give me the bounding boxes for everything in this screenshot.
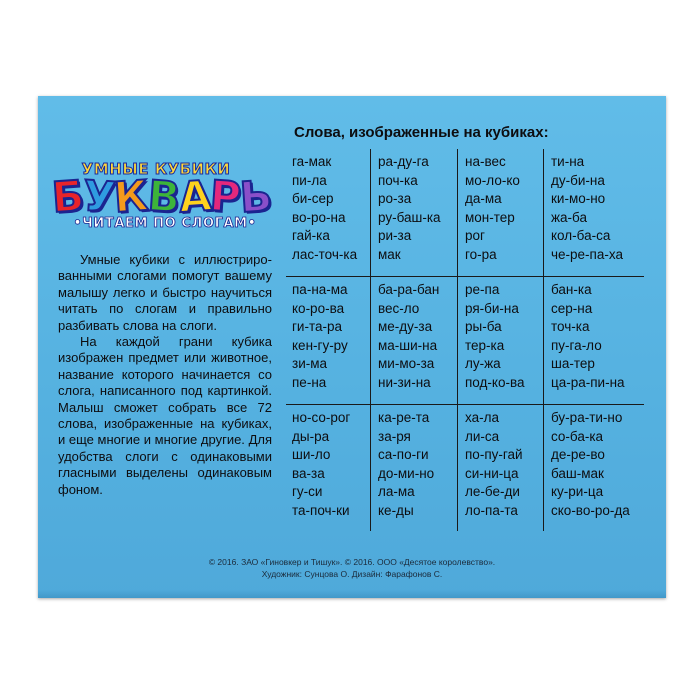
word: са-по-ги: [378, 447, 429, 463]
word: ле-бе-ди: [465, 484, 520, 500]
word: гу-си: [292, 484, 323, 500]
logo-letter: Ь: [238, 170, 274, 223]
copyright-line: © 2016. ЗАО «Гиновкер и Тишук». © 2016. ООО «Десятое королевство».: [208, 557, 496, 567]
word: ру-баш-ка: [378, 209, 441, 225]
word: мак: [378, 246, 401, 262]
word: кен-гу-ру: [292, 337, 348, 353]
logo-title: [50, 170, 284, 223]
word: ла-ма: [378, 484, 415, 500]
word: ке-ды: [378, 502, 414, 518]
description-paragraph: На каждой грани кубика изображен предмет или животное, название которого начинается со слога, написанного под картинкой. Малыш сможет собрать все 72 слова, изображенные на кубиках, и еще многие и многие другие. Для удобства слоги с одинаковыми гласными выделены одинаковым фоном.: [58, 334, 272, 497]
word: со-ба-ка: [551, 428, 604, 444]
word: ни-зи-на: [378, 374, 431, 390]
word: до-ми-но: [378, 465, 435, 481]
word: па-на-ма: [292, 282, 348, 297]
word: ти-на: [551, 154, 585, 169]
word: ду-би-на: [551, 172, 605, 188]
word: ско-во-ро-да: [551, 502, 630, 518]
word-cell: [465, 153, 520, 265]
word: ва-за: [292, 465, 325, 481]
logo-letter: Б: [50, 170, 86, 223]
grid-divider: [457, 149, 458, 531]
word: си-ни-ца: [465, 465, 519, 481]
description-paragraph: Умные кубики с иллюстрированными слогами помогут вашему малышу легко и быстро научиться читать по слогам и правильно разбивать слова на слоги.: [58, 252, 272, 333]
word: ме-ду-за: [378, 319, 433, 335]
word: ло-па-та: [465, 502, 518, 518]
grid-divider: [543, 149, 544, 531]
logo-letter: У: [81, 170, 118, 223]
word: ги-та-ра: [292, 319, 343, 335]
logo-letter: Р: [208, 170, 243, 223]
word: за-ря: [378, 428, 411, 444]
grid-divider: [370, 149, 371, 531]
word: ра-ду-га: [378, 154, 429, 169]
word-cell: [378, 153, 441, 265]
word: че-ре-па-ха: [551, 246, 623, 262]
word: го-ра: [465, 246, 497, 262]
grid-divider: [286, 276, 644, 277]
word: мон-тер: [465, 209, 515, 225]
word: зи-ма: [292, 356, 328, 372]
word: ко-ро-ва: [292, 300, 345, 316]
word: пи-ла: [292, 172, 327, 188]
word: ка-ре-та: [378, 410, 430, 425]
word-cell: [292, 409, 350, 521]
word: ри-за: [378, 228, 412, 244]
word: лу-жа: [465, 356, 501, 372]
word: на-вес: [465, 154, 506, 169]
word: ми-мо-за: [378, 356, 435, 372]
word: во-ро-на: [292, 209, 346, 225]
logo: [50, 160, 280, 240]
card-edge: [38, 590, 666, 598]
word-cell: [292, 153, 357, 265]
word-cell: [378, 281, 439, 393]
logo-letter: К: [112, 170, 151, 223]
word: ку-ри-ца: [551, 484, 604, 500]
word: де-ре-во: [551, 447, 605, 463]
word: ро-за: [378, 191, 412, 207]
word: пе-на: [292, 374, 327, 390]
word: ба-ра-бан: [378, 282, 440, 297]
logo-subtitle-bottom: •ЧИТАЕМ ПО СЛОГАМ•: [73, 216, 257, 231]
word: кол-ба-са: [551, 228, 611, 244]
logo-subtitle-top: УМНЫЕ КУБИКИ: [81, 160, 231, 178]
description: [58, 252, 272, 498]
word: рог: [465, 228, 485, 244]
word: ха-ла: [465, 410, 499, 425]
word-cell: [551, 153, 623, 265]
copyright: [38, 556, 666, 580]
word: точ-ка: [551, 319, 590, 335]
word: тер-ка: [465, 337, 505, 353]
word: ки-мо-но: [551, 191, 606, 207]
word: ша-тер: [551, 356, 595, 372]
word: поч-ка: [378, 172, 418, 188]
word: по-пу-гай: [465, 447, 523, 463]
word-cell: [551, 281, 625, 393]
word: мо-ло-ко: [465, 172, 520, 188]
product-card: [38, 96, 666, 598]
word: лас-точ-ка: [292, 246, 358, 262]
word: ды-ра: [292, 428, 330, 444]
word: ши-ло: [292, 447, 331, 463]
word: ре-па: [465, 282, 500, 297]
word: бу-ра-ти-но: [551, 410, 623, 425]
word: ря-би-на: [465, 300, 519, 316]
word-grid: [286, 149, 644, 531]
word: под-ко-ва: [465, 374, 525, 390]
word: вес-ло: [378, 300, 420, 316]
word: гай-ка: [292, 228, 330, 244]
grid-divider: [286, 404, 644, 405]
credits-line: Художник: Сунцова О. Дизайн: Фарафонов С.: [261, 569, 443, 579]
word-cell: [465, 409, 523, 521]
word: баш-мак: [551, 465, 604, 481]
word: та-поч-ки: [292, 502, 350, 518]
word: бан-ка: [551, 282, 592, 297]
word: ры-ба: [465, 319, 502, 335]
word: но-со-рог: [292, 410, 351, 425]
word: ца-ра-пи-на: [551, 374, 625, 390]
word-cell: [378, 409, 434, 521]
logo-letter: А: [177, 170, 213, 223]
word: пу-га-ло: [551, 337, 602, 353]
word: ли-са: [465, 428, 500, 444]
words-title: Слова, изображенные на кубиках:: [294, 124, 549, 141]
word: да-ма: [465, 191, 502, 207]
word-cell: [551, 409, 630, 521]
word: жа-ба: [551, 209, 587, 225]
word: ма-ши-на: [378, 337, 438, 353]
word-cell: [292, 281, 348, 393]
word: би-сер: [292, 191, 334, 207]
word-cell: [465, 281, 524, 393]
word: га-мак: [292, 154, 332, 169]
logo-letter: В: [146, 170, 182, 223]
word: сер-на: [551, 300, 593, 316]
